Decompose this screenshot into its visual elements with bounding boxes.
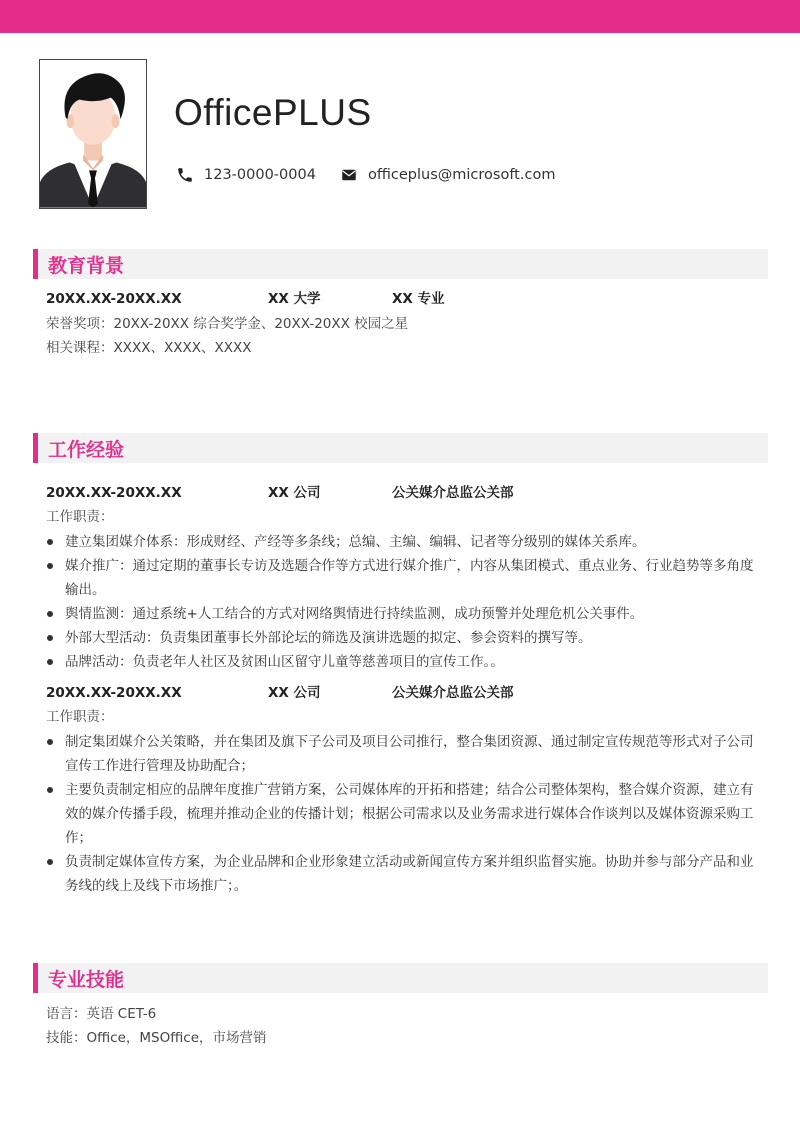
job-company: XX 公司	[268, 485, 321, 501]
phone-number: 123-0000-0004	[204, 167, 316, 183]
education-period: 20XX.XX-20XX.XX	[46, 291, 182, 307]
candidate-name: OfficePLUS	[174, 92, 372, 133]
list-item: 制定集团媒介公关策略，并在集团及旗下子公司及项目公司推行，整合集团资源、通过制定宣传规范等形式对子公司宣传工作进行管理及协助配合；	[46, 730, 762, 778]
avatar-illustration	[40, 60, 146, 208]
skill-language: 语言：英语 CET-6	[46, 1006, 157, 1022]
education-honors: 荣誉奖项：20XX-20XX 综合奖学金、20XX-20XX 校园之星	[46, 316, 409, 332]
job-period: 20XX.XX-20XX.XX	[46, 685, 182, 701]
list-item: 负责制定媒体宣传方案，为企业品牌和企业形象建立活动或新闻宣传方案并组织监督实施。协助并参与部分产品和业务线的线上及线下市场推广；。	[46, 850, 762, 898]
education-courses: 相关课程：XXXX、XXXX、XXXX	[46, 340, 252, 356]
list-item: 舆情监测：通过系统+人工结合的方式对网络舆情进行持续监测，成功预警并处理危机公关事件。	[46, 602, 762, 626]
job-company: XX 公司	[268, 685, 321, 701]
phone-icon	[176, 166, 194, 184]
section-title: 工作经验	[48, 439, 125, 461]
email-contact	[340, 165, 555, 185]
envelope-icon	[340, 166, 358, 184]
job-duty-list	[46, 730, 762, 898]
list-item: 建立集团媒介体系：形成财经、产经等多条线；总编、主编、编辑、记者等分级别的媒体关系库。	[46, 530, 762, 554]
section-title: 教育背景	[48, 255, 125, 277]
job-period: 20XX.XX-20XX.XX	[46, 485, 182, 501]
section-experience	[33, 433, 768, 463]
education-school: XX 大学	[268, 291, 321, 307]
education-major: XX 专业	[392, 291, 445, 307]
job-duty-label: 工作职责：	[46, 709, 114, 725]
list-item: 媒介推广：通过定期的董事长专访及选题合作等方式进行媒介推广，内容从集团模式、重点业务、行业趋势等多角度输出。	[46, 554, 762, 602]
job-duty-label: 工作职责：	[46, 509, 114, 525]
job-position: 公关媒介总监公关部	[392, 485, 514, 501]
job-duty-list	[46, 530, 762, 674]
skill-abilities: 技能：Office，MSOffice，市场营销	[46, 1030, 267, 1046]
profile-photo	[39, 59, 147, 209]
list-item: 外部大型活动：负责集团董事长外部论坛的筛选及演讲选题的拟定、参会资料的撰写等。	[46, 626, 762, 650]
section-title: 专业技能	[48, 969, 125, 991]
top-accent-bar	[0, 0, 800, 33]
list-item: 品牌活动：负责老年人社区及贫困山区留守儿童等慈善项目的宣传工作。。	[46, 650, 762, 674]
phone-contact	[176, 165, 316, 185]
list-item: 主要负责制定相应的品牌年度推广营销方案，公司媒体库的开拓和搭建；结合公司整体架构，整合媒介资源，建立有效的媒介传播手段，梳理并推动企业的传播计划；根据公司需求以及业务需求进行媒体合作谈判以及媒体资源采购工作；	[46, 778, 762, 850]
email-address: officeplus@microsoft.com	[368, 167, 556, 183]
job-position: 公关媒介总监公关部	[392, 685, 514, 701]
section-education	[33, 249, 768, 279]
section-skills	[33, 963, 768, 993]
